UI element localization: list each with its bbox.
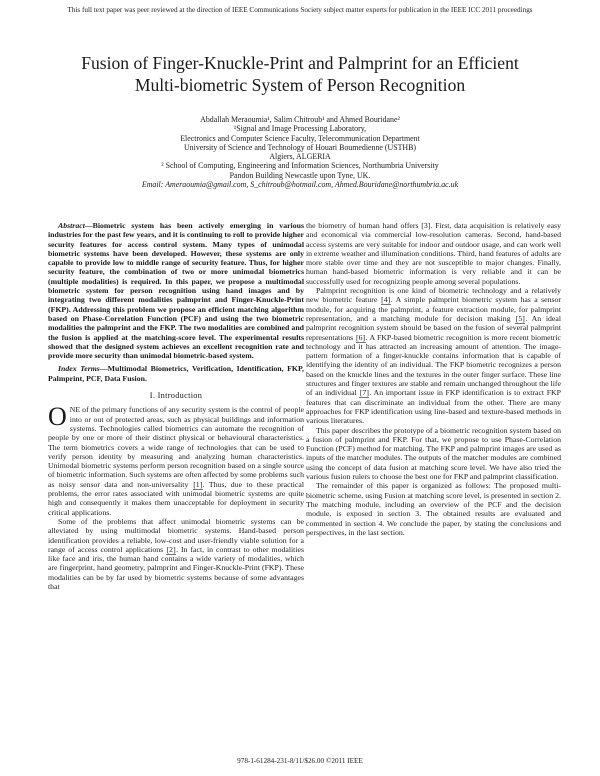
intro-paragraph-2 bbox=[48, 517, 304, 591]
citation-link-6[interactable]: [6] bbox=[356, 332, 366, 342]
copyright-footer: 978-1-61284-231-8/11/$26.00 ©2011 IEEE bbox=[237, 757, 363, 765]
drop-cap: O bbox=[48, 402, 67, 432]
affiliation-1-line-4: Algiers, ALGERIA bbox=[269, 152, 331, 162]
abstract-lead: Abstract bbox=[58, 221, 85, 230]
left-column bbox=[48, 221, 304, 591]
right-column bbox=[306, 221, 561, 537]
right-paragraph-1 bbox=[306, 286, 561, 425]
affiliation-1-line-1: ¹Signal and Image Processing Laboratory, bbox=[233, 124, 367, 134]
right-paragraph-3: The remainder of this paper is organized as follows: The proposed multi-biometric scheme, using Fusion at matching score level, is presented in section 2. The matching module, including an overview of the PCF and the decision module, is exposed in section 3. The obtained results are evaluated and commented in section 4. We conclude the paper, by stating the conclusions and perspectives, in the last section. bbox=[306, 481, 561, 537]
right-p1-text-c: . An ideal palmprint recognition system should be based on the fusion of several palmprint representations bbox=[306, 313, 561, 342]
affiliation-2-line-2: Pandon Building Newcastle upon Tyne, UK. bbox=[229, 170, 371, 180]
abstract-text: —Biometric system has been actively emerging in various industries for the past few years, and it is continuing to roll to provide higher security features for access control system. Many types of unimodal biometric systems have been developed. However, these systems are only capable to provide low to middle range of security feature. Thus, for higher security feature, the combination of two or more unimodal biometrics (multiple modalities) is required. In this paper, we propose a multimodal biometric system for person recognition using hand images and by integrating two different modalities palmprint and Finger-Knuckle-Print (FKP). Addressing this problem we propose an efficient matching algorithm based on Phase-Correlation Function (PCF) and using the two biometric modalities the palmprint and the FKP. The two modalities are combined and the fusion is applied at the matching-score level. The experimental results showed that the designed system achieves an excellent recognition rate and provide more security than unimodal biometric-based system. bbox=[48, 221, 304, 361]
citation-link-2[interactable]: [2] bbox=[166, 544, 176, 554]
right-paragraph-2: This paper describes the prototype of a biometric recognition system based on a fusion of palmprint and FKP. For that, we propose to use Phase-Correlation Function (PCF) method for matching. The FKP and palmprint images are used as inputs of the matcher modules. The outputs of the matcher modules are combined using the concept of data fusion at matching score level. We have also tried the various fusion rulers to choose the best one for FKP and palmprint classification. bbox=[306, 425, 561, 482]
affiliation-2-line-1: ² School of Computing, Engineering and Information Sciences, Northumbria University bbox=[161, 161, 439, 171]
right-p1-text-d: . A FKP-based biometric recognition is more recent biometric technology and it has attracted an increasing amount of attention. The image-pattern formation of a finger-knuckle contains information that is capable of identifying the identity of an individual. The FKP biometric recognizes a person based on the knuckle lines and the textures in the outer finger surface. These line structures and finger textures are stable and remain unchanged throughout the life of an individual bbox=[306, 332, 561, 398]
index-terms-lead: Index Terms bbox=[58, 364, 100, 374]
author-emails: Email: Ameraoumia@gmail.com, S_chitroub@hotmail.com, Ahmed.Bouridane@northumbria.ac.uk bbox=[141, 180, 459, 190]
peer-review-note: This full text paper was peer reviewed at the direction of IEEE Communications Society subject matter experts for publication in the IEEE ICC 2011 proceedings bbox=[67, 6, 533, 14]
title-line-1: Fusion of Finger-Knuckle-Print and Palmprint for an Efficient bbox=[81, 53, 519, 73]
citation-link-4[interactable]: [4] bbox=[381, 295, 391, 305]
intro-p2-text-a: Some of the problems that affect unimodal biometric systems can be alleviated by using multimodal biometric systems. Hand-based person identification provides a reliable, low-cost and user-friendly viable solution for a range of access control applications bbox=[48, 516, 304, 554]
index-terms bbox=[48, 364, 304, 383]
right-p1-text-b: . A simple palmprint biometric system has a sensor module, for acquiring the palmprint, a feature extraction module, for palmprint representation, and a matching module for decision making bbox=[306, 295, 561, 323]
index-terms-text: —Multimodal Biometrics, Verification, Identification, FKP, Palmprint, PCF, Data Fusion. bbox=[48, 364, 304, 383]
paper-title bbox=[20, 52, 580, 96]
citation-link-7[interactable]: [7] bbox=[359, 388, 369, 398]
title-line-2: Multi-biometric System of Person Recognition bbox=[134, 75, 466, 95]
author-block bbox=[60, 115, 540, 189]
abstract bbox=[48, 221, 304, 360]
intro-paragraph-1 bbox=[48, 402, 304, 517]
right-p1-text-a: Palmprint recognition is one kind of biometric technology and a relatively new biometric feature bbox=[306, 286, 561, 305]
intro-p1-text-a: NE of the primary functions of any security system is the control of people into or out of protected areas, such as physical buildings and information systems. Technologies called biometrics can automate the recognition of people by one or more of their distinct physical or behavioural characteristics. The term biometrics covers a wide range of technologies that can be used to verify person identity by measuring and analyzing human characteristics. Unimodal biometric systems perform person recognition based on a single source of biometric information. Such systems are often affected by some problems such as noisy sensor data and non-universality bbox=[48, 405, 304, 489]
citation-link-5[interactable]: [5] bbox=[515, 313, 525, 323]
citation-link-1[interactable]: [1] bbox=[193, 479, 203, 489]
right-p1-text-e: . An important issue in FKP identification is to extract FKP features that can discriminate an individual from the other. There are many approaches for FKP identification using line-based and texture-based methods in various literatures. bbox=[306, 388, 561, 426]
intro-p1-text-b: . Thus, due to these practical problems, the error rates associated with unimodal biometric systems are quite high and consequently it makes them unacceptable for deployment in security critical applications. bbox=[48, 479, 304, 517]
author-names: Abdallah Meraoumia¹, Salim Chitroub¹ and Ahmed Bouridane² bbox=[200, 115, 400, 124]
intro-p2-text-b: . In fact, in contrast to other modalities like face and iris, the human hand contains a wide variety of modalities, which are fingerprint, hand geometry, palmprint and Finger-Knuckle-Print (FKP). These modalities can be by far used by biometric systems because of some advantages that bbox=[48, 544, 304, 591]
right-paragraph-0: the biometry of human hand offers [3]. First, data acquisition is relatively easy and economical via commercial low-resolution cameras. Second, hand-based access systems are very suitable for indoor and outdoor usage, and can work well in extreme weather and illumination conditions. Third, hand features of adults are more stable over time and they are not susceptible to major changes. Finally, human hand-based biometric information is very reliable and it can be successfully used for recognizing people among several populations. bbox=[306, 221, 561, 286]
affiliation-1-line-3: University of Science and Technology of Houari Boumedienne (USTHB) bbox=[183, 142, 417, 152]
section-heading-introduction: I. Introduction bbox=[149, 391, 203, 401]
affiliation-1-line-2: Electronics and Computer Science Faculty, Telecommunication Department bbox=[180, 133, 420, 143]
